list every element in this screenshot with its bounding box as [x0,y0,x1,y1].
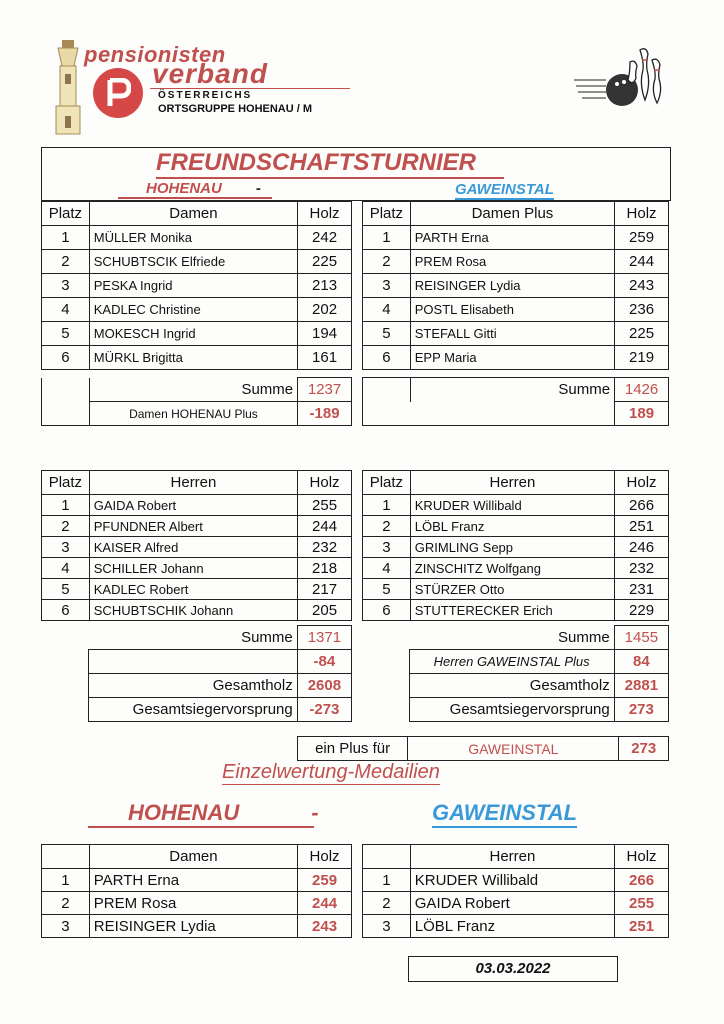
holz-cell: 219 [615,346,669,370]
holz-cell: 225 [298,250,352,274]
herren-right-table: Platz Herren Holz 1 KRUDER Willibald 266 2 LÖBL Franz 251 3 GRIMLING Sepp 246 4 ZINSCHITZ Wolfgang 232 5 STÜRZER Otto 231 6 STUTTERECKER Erich 229 [362,470,669,621]
holz-cell: 232 [298,537,352,558]
platz-cell: 5 [363,579,411,600]
medals-right-table: Herren Holz 1 KRUDER Willibald 266 2 GAIDA Robert 255 3 LÖBL Franz 251 [362,844,669,938]
table-row [363,322,669,346]
platz-cell: 5 [42,322,90,346]
herren-right-summary: Summe 1455 Herren GAWEINSTAL Plus 84 Gesamtholz 2881 Gesamtsiegervorsprung 273 [362,625,669,722]
name-cell: KRUDER Willibald [410,869,614,892]
table-row [363,274,669,298]
team-right-header: GAWEINSTAL [455,181,554,198]
table-row [42,274,352,298]
platz-cell: 2 [363,250,411,274]
platz-cell: 2 [363,516,411,537]
holz-cell: 255 [615,892,669,915]
platz-cell: 1 [363,495,411,516]
table-row [42,322,352,346]
holz-cell: 217 [298,579,352,600]
holz-cell: 243 [298,915,352,938]
holz-cell: 244 [298,892,352,915]
name-cell: PARTH Erna [89,869,297,892]
holz-cell: 225 [615,322,669,346]
name-cell: EPP Maria [410,346,614,370]
platz-cell: 3 [42,537,90,558]
holz-cell: 161 [298,346,352,370]
holz-cell: 246 [615,537,669,558]
name-cell: GRIMLING Sepp [410,537,614,558]
name-cell: PESKA Ingrid [89,274,297,298]
platz-cell: 2 [42,892,90,915]
table-row [42,600,352,621]
name-cell: POSTL Elisabeth [410,298,614,322]
damen-left-table: Platz Damen Holz 1 MÜLLER Monika 242 2 SCHUBTSCIK Elfriede 225 3 PESKA Ingrid 213 4 KADLEC Christine 202 5 MOKESCH Ingrid 194 6 MÜRKL Brigitta 161 [41,201,352,370]
holz-cell: 251 [615,915,669,938]
herren-left-table: Platz Herren Holz 1 GAIDA Robert 255 2 PFUNDNER Albert 244 3 KAISER Alfred 232 4 SCHILLER Johann 218 5 KADLEC Robert 217 6 SCHUBTSCHIK Johann 205 [41,470,352,621]
platz-cell: 2 [363,892,411,915]
table-row [363,346,669,370]
table-row [42,537,352,558]
name-cell: STUTTERECKER Erich [410,600,614,621]
table-row [42,915,352,938]
name-cell: PREM Rosa [89,892,297,915]
table-row [42,892,352,915]
platz-cell: 4 [363,298,411,322]
name-cell: STEFALL Gitti [410,322,614,346]
herren-left-summary: Summe 1371 -84 Gesamtholz 2608 Gesamtsiegervorsprung -273 [41,625,352,722]
name-cell: GAIDA Robert [410,892,614,915]
table-row [42,558,352,579]
name-cell: SCHUBTSCHIK Johann [89,600,297,621]
logo-line2: verband [152,58,268,89]
platz-cell: 1 [363,869,411,892]
name-cell: KAISER Alfred [89,537,297,558]
medals-team-left: HOHENAU - [88,800,314,828]
table-row [42,226,352,250]
table-row [363,495,669,516]
table-row [363,579,669,600]
platz-cell: 6 [363,600,411,621]
table-row [42,516,352,537]
bowling-icon [572,40,672,112]
name-cell: GAIDA Robert [89,495,297,516]
logo-p-icon [93,68,143,118]
name-cell: MÜRKL Brigitta [89,346,297,370]
table-row [363,869,669,892]
medals-team-right: GAWEINSTAL [432,800,577,828]
name-cell: STÜRZER Otto [410,579,614,600]
holz-cell: 259 [615,226,669,250]
name-cell: PFUNDNER Albert [89,516,297,537]
table-row [363,226,669,250]
platz-cell: 2 [42,516,90,537]
date-field: 03.03.2022 [408,956,618,982]
platz-cell: 6 [42,346,90,370]
platz-cell: 2 [42,250,90,274]
holz-cell: 255 [298,495,352,516]
medals-title: Einzelwertung-Medailien [222,761,440,783]
holz-cell: 251 [615,516,669,537]
damen-right-table: Platz Damen Plus Holz 1 PARTH Erna 259 2 PREM Rosa 244 3 REISINGER Lydia 243 4 POSTL Elisabeth 236 5 STEFALL Gitti 225 6 EPP Maria 219 [362,201,669,370]
tower-icon [52,38,84,136]
holz-cell: 194 [298,322,352,346]
platz-cell: 1 [42,495,90,516]
holz-cell: 236 [615,298,669,322]
table-row [42,346,352,370]
result-row: ein Plus für GAWEINSTAL 273 [297,736,669,761]
holz-cell: 243 [615,274,669,298]
platz-cell: 4 [363,558,411,579]
team-left-header: HOHENAU - [118,180,272,199]
name-cell: REISINGER Lydia [89,915,297,938]
table-row [363,892,669,915]
holz-cell: 205 [298,600,352,621]
holz-cell: 218 [298,558,352,579]
name-cell: MÜLLER Monika [89,226,297,250]
holz-cell: 229 [615,600,669,621]
holz-cell: 259 [298,869,352,892]
page-title: FREUNDSCHAFTSTURNIER [156,149,504,179]
holz-cell: 266 [615,495,669,516]
holz-cell: 232 [615,558,669,579]
table-row [363,600,669,621]
platz-cell: 6 [42,600,90,621]
name-cell: PARTH Erna [410,226,614,250]
platz-cell: 3 [363,537,411,558]
logo-line4: ORTSGRUPPE HOHENAU / M [158,103,313,115]
table-row [42,869,352,892]
holz-cell: 242 [298,226,352,250]
name-cell: SCHILLER Johann [89,558,297,579]
table-row [42,298,352,322]
table-row [363,915,669,938]
platz-cell: 3 [42,274,90,298]
holz-cell: 244 [298,516,352,537]
platz-cell: 5 [42,579,90,600]
damen-right-summary: Summe 1426 189 [362,377,669,426]
platz-cell: 3 [363,915,411,938]
table-row [363,558,669,579]
name-cell: REISINGER Lydia [410,274,614,298]
platz-cell: 6 [363,346,411,370]
platz-cell: 3 [363,274,411,298]
name-cell: PREM Rosa [410,250,614,274]
table-row [42,495,352,516]
platz-cell: 1 [42,869,90,892]
name-cell: MOKESCH Ingrid [89,322,297,346]
name-cell: KRUDER Willibald [410,495,614,516]
holz-cell: 231 [615,579,669,600]
table-row [363,250,669,274]
damen-left-summary: Summe 1237 Damen HOHENAU Plus -189 [41,377,352,426]
platz-cell: 1 [363,226,411,250]
platz-cell: 4 [42,558,90,579]
table-row [363,537,669,558]
platz-cell: 1 [42,226,90,250]
holz-cell: 202 [298,298,352,322]
table-row [363,516,669,537]
platz-cell: 4 [42,298,90,322]
logo-line1: pensionisten [84,42,226,67]
name-cell: KADLEC Christine [89,298,297,322]
table-row [42,579,352,600]
platz-cell: 5 [363,322,411,346]
platz-cell: 3 [42,915,90,938]
name-cell: SCHUBTSCIK Elfriede [89,250,297,274]
table-row [363,298,669,322]
logo-line3: ÖSTERREICHS [158,90,253,101]
holz-cell: 244 [615,250,669,274]
holz-cell: 213 [298,274,352,298]
name-cell: LÖBL Franz [410,516,614,537]
name-cell: ZINSCHITZ Wolfgang [410,558,614,579]
table-row [42,250,352,274]
name-cell: KADLEC Robert [89,579,297,600]
holz-cell: 266 [615,869,669,892]
medals-left-table: Damen Holz 1 PARTH Erna 259 2 PREM Rosa 244 3 REISINGER Lydia 243 [41,844,352,938]
name-cell: LÖBL Franz [410,915,614,938]
